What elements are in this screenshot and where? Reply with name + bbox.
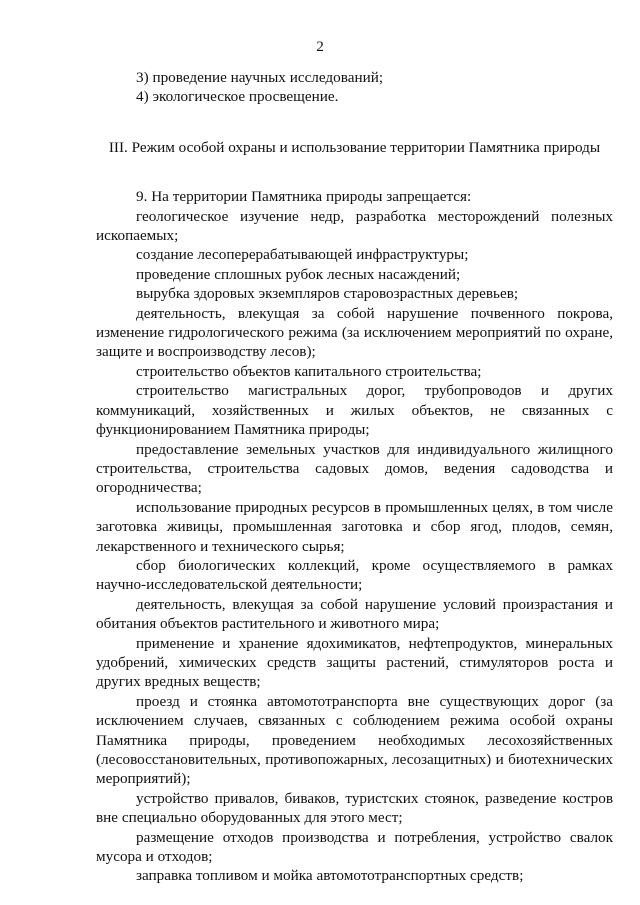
prohibition-item: вырубка здоровых экземпляров старовозрастных деревьев; [136,285,519,303]
prohibition-item: размещение отходов производства и потребления, устройство свалок мусора и отходов; [96,828,613,866]
prohibition-item: заправка топливом и мойка автомототранспортных средств; [136,867,524,885]
prohibition-item: предоставление земельных участков для индивидуального жилищного строительства, строительства садовых домов, ведения садоводства и огородничества; [96,440,613,497]
prohibition-item: проведение сплошных рубок лесных насаждений; [136,265,461,283]
prohibition-item: деятельность, влекущая за собой нарушение условий произрастания и обитания объектов растительного и животного мира; [96,595,613,633]
document-body [96,68,613,886]
clause-title: 9. На территории Памятника природы запрещается: [136,188,472,206]
prohibition-item: сбор биологических коллекций, кроме осуществляемого в рамках научно-исследовательской деятельности; [96,556,613,594]
prohibition-item: устройство привалов, биваков, туристских стоянок, разведение костров вне специально оборудованных для этого мест; [96,789,613,827]
prohibition-item: применение и хранение ядохимикатов, нефтепродуктов, минеральных удобрений, химических средств защиты растений, стимуляторов роста и других вредных веществ; [96,634,613,691]
section-heading: III. Режим особой охраны и использование территории Памятника природы [108,138,601,156]
prohibition-item: проезд и стоянка автомототранспорта вне существующих дорог (за исключением случаев, связанных с соблюдением режима особой охраны Памятника природы, проведением необходимых лесохозяйственных (лесовосстановительных, противопожарных, лесозащитных) и биотехнических мероприятий); [96,692,613,788]
page-number: 2 [316,38,324,55]
prohibition-item: строительство объектов капитального строительства; [136,362,482,380]
prohibition-item: деятельность, влекущая за собой нарушение почвенного покрова, изменение гидрологического режима (за исключением мероприятий по охране, защите и воспроизводству лесов); [96,304,613,361]
list-item: 4) экологическое просвещение. [136,88,339,106]
list-item: 3) проведение научных исследований; [136,69,384,86]
prohibition-item: геологическое изучение недр, разработка месторождений полезных ископаемых; [96,207,613,245]
prohibition-item: строительство магистральных дорог, трубопроводов и других коммуникаций, хозяйственных и жилых объектов, не связанных с функционированием Памятника природы; [96,382,613,439]
prohibition-item: использование природных ресурсов в промышленных целях, в том числе заготовка живицы, промышленная заготовка и сбор ягод, плодов, семян, лекарственного и технического сырья; [96,498,613,555]
prohibition-item: создание лесоперерабатывающей инфраструктуры; [136,246,469,264]
